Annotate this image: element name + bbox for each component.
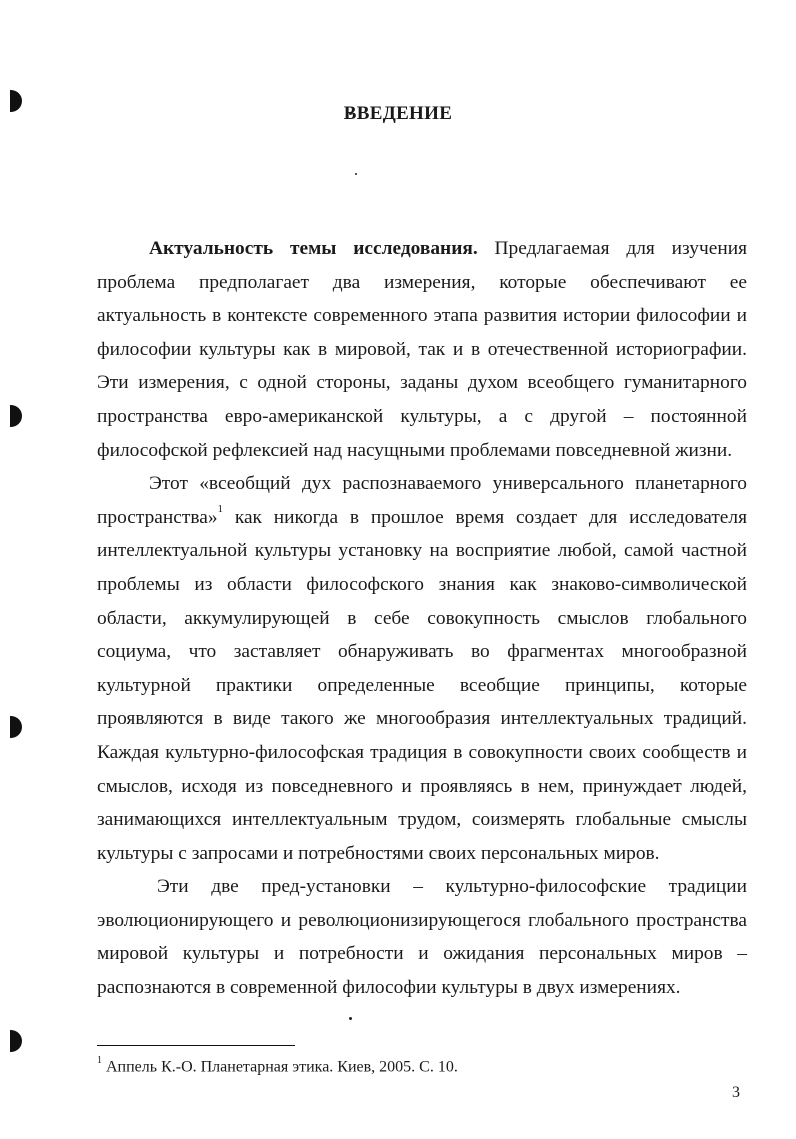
footnote-text: Аппель К.-О. Планетарная этика. Киев, 2005. С. 10. — [102, 1058, 458, 1076]
paragraph — [97, 870, 747, 1004]
paragraph-lead: Актуальность темы исследования. — [149, 238, 478, 259]
scan-speck — [355, 173, 357, 175]
footnote-marker: 1 — [97, 1055, 102, 1066]
binder-hole-mark — [10, 405, 22, 427]
paragraph-text: как никогда в прошлое время создает для исследователя интеллектуальной культуры установку на восприятие любой, самой частной проблемы из области философского знания как знаково-символической области, аккумулирующей в себе совокупность смыслов глобального социума, что заставляет обнаруживать во фрагментах многообразной культурной практики определенные всеобщие принципы, которые проявляются в виде такого же многообразия интеллектуальных традиций. Каждая культурно-философская традиция в совокупности своих сообществ и смыслов, исходя из повседневного и проявляясь в нем, принуждает людей, занимающихся интеллектуальным трудом, соизмерять глобальные смыслы культуры с запросами и потребностями своих персональных миров. — [97, 506, 747, 864]
binder-hole-mark — [10, 1030, 22, 1052]
paragraph-text: Этот «всеобщий дух распознаваемого универсального планетарного пространства» — [97, 473, 747, 528]
binder-hole-mark — [10, 716, 22, 738]
page-heading: ВВЕДЕНИЕ — [343, 103, 453, 124]
paragraph-text: Эти две пред-установки – культурно-философские традиции эволюционирующего и революционизирующегося глобального пространства мировой культуры и потребности и ожидания персональных миров – распознаются в современной философии культуры в двух измерениях. — [97, 876, 747, 999]
footnote — [97, 1052, 458, 1078]
scan-speck — [349, 1017, 352, 1020]
paragraph — [97, 232, 747, 467]
footnote-reference[interactable]: 1 — [217, 503, 224, 516]
footnote-separator — [97, 1045, 295, 1046]
paragraph — [97, 467, 747, 870]
paragraph-text: Предлагаемая для изучения проблема предполагает два измерения, которые обеспечивают ее актуальность в контексте современного этапа развития истории философии и философии культуры как в мировой, так и в отечественной историографии. Эти измерения, с одной стороны, заданы духом всеобщего гуманитарного пространства евро-американской культуры, а с другой – постоянной философской рефлексией над насущными проблемами повседневной жизни. — [97, 238, 748, 461]
page-number: 3 — [732, 1084, 740, 1101]
body-text — [97, 232, 747, 1005]
